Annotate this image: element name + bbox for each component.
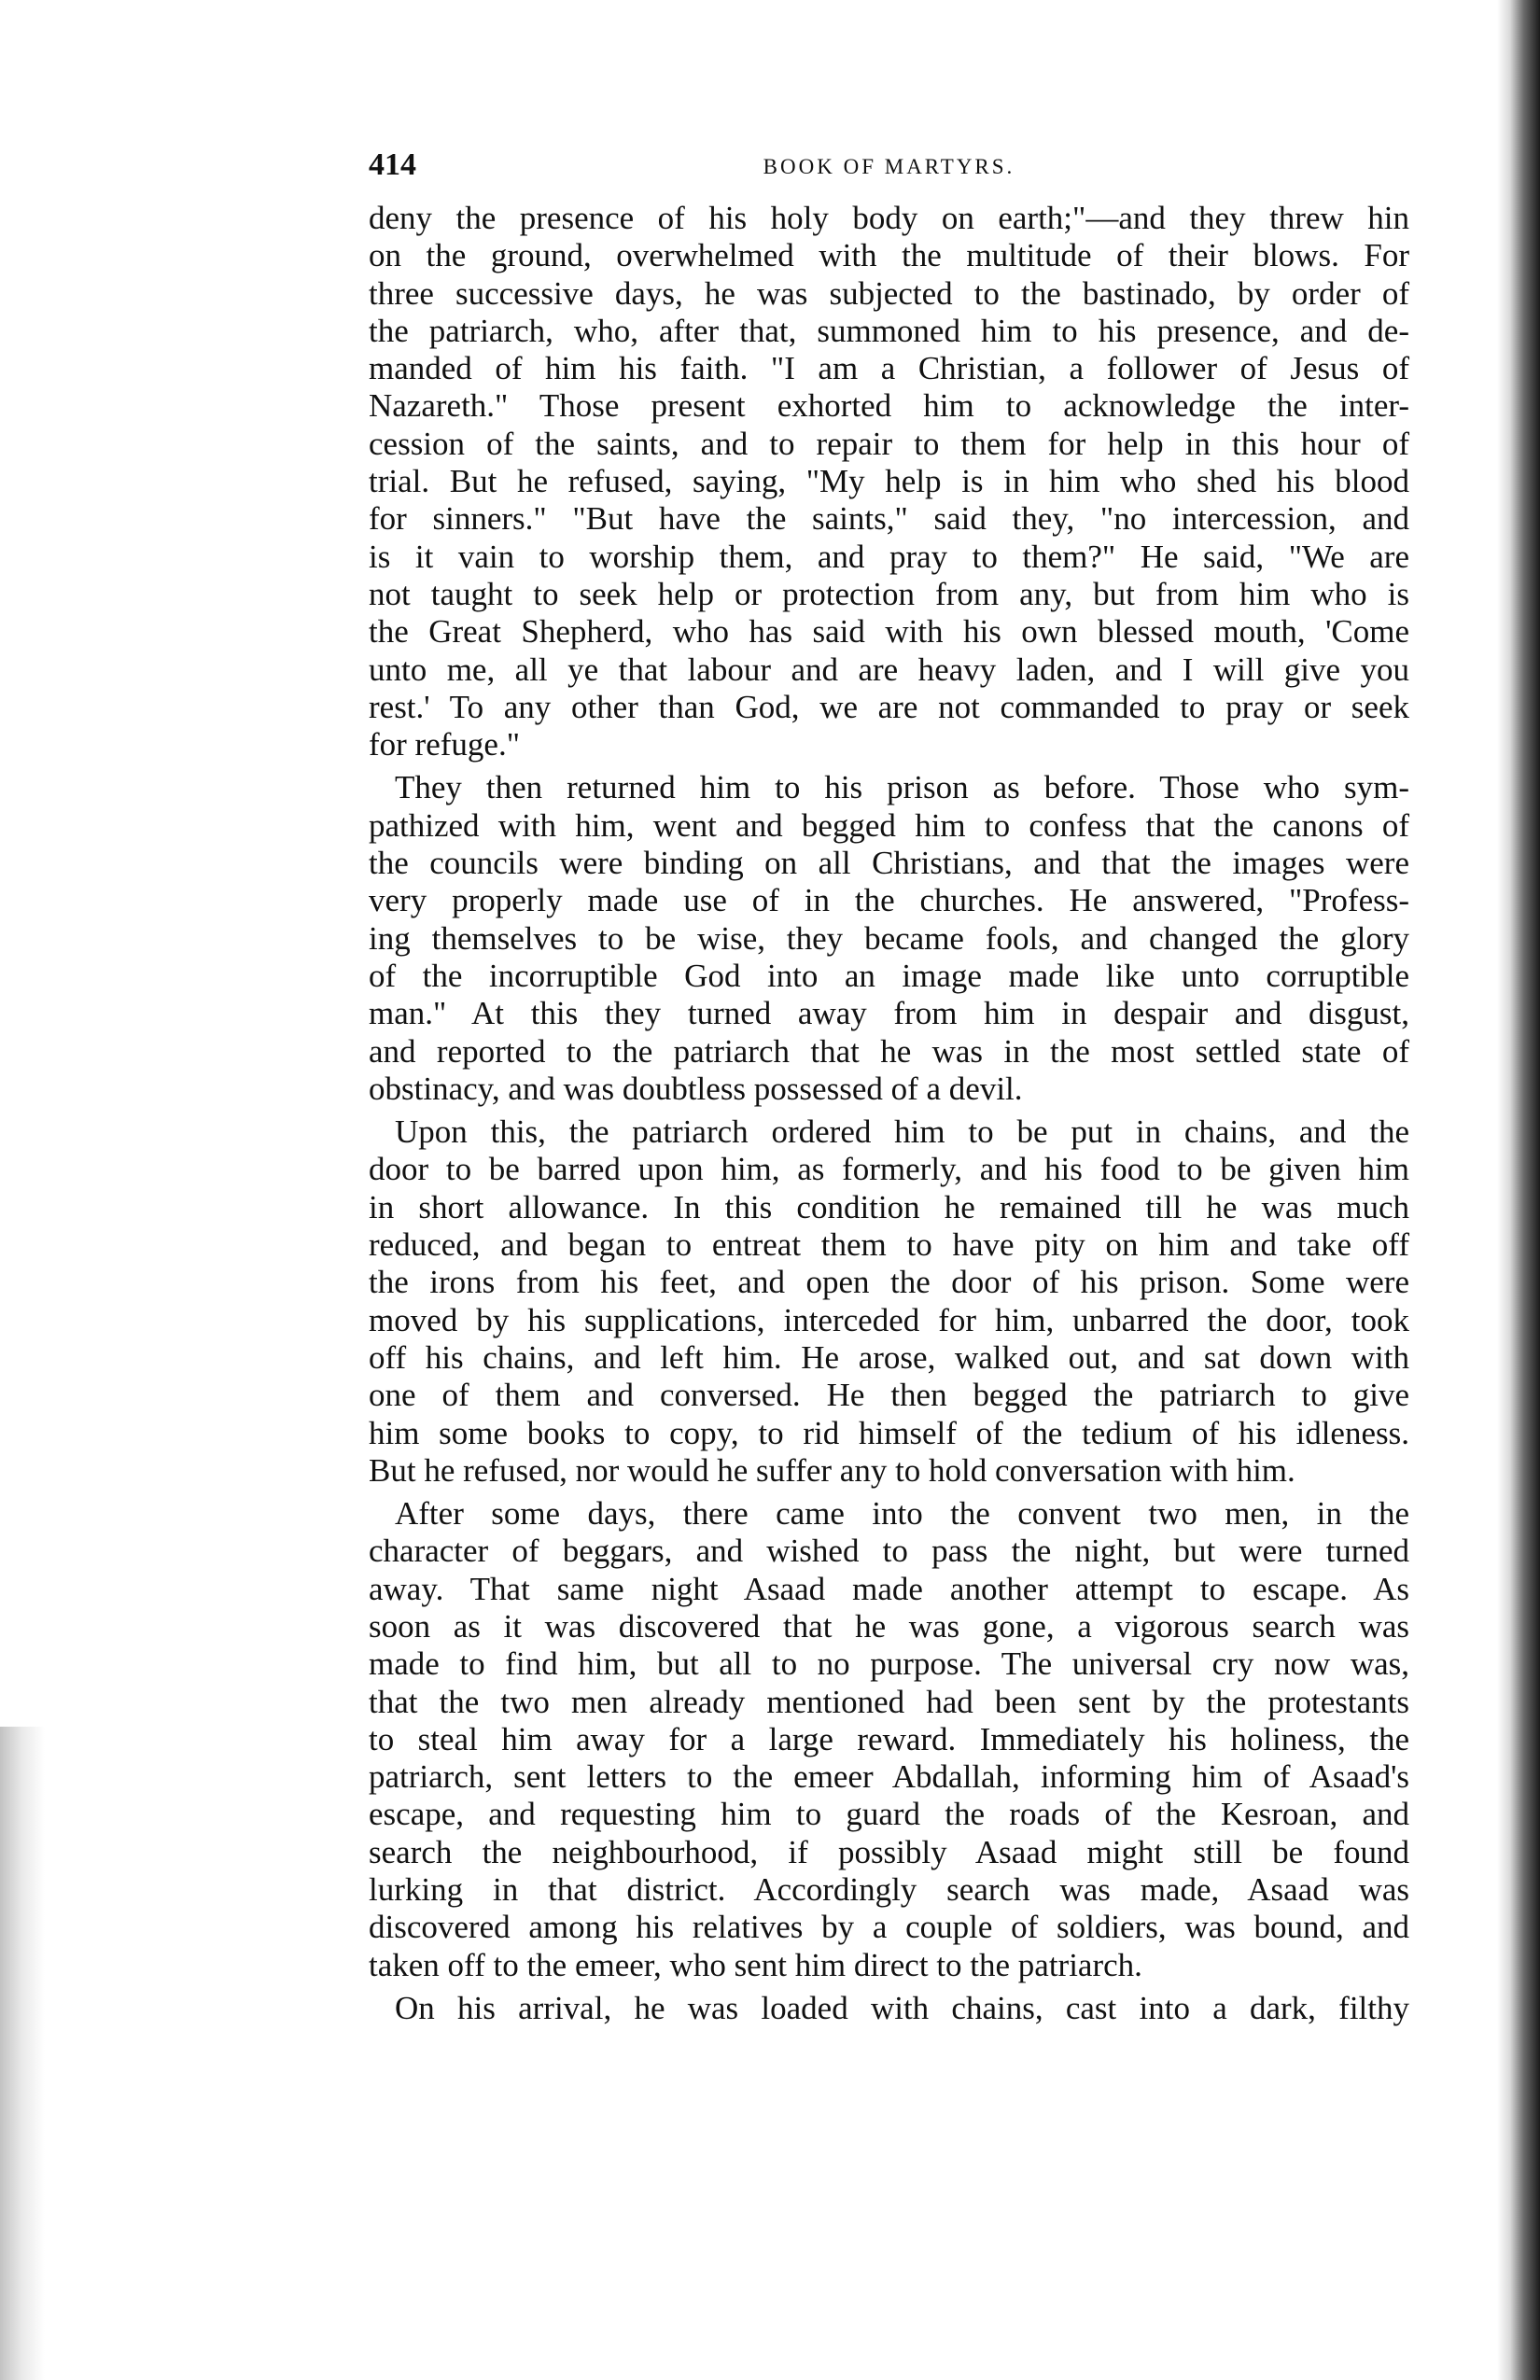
scan-edge-fade: [0, 1727, 45, 2380]
text-line: made to find him, but all to no purpose. The universal cry now was,: [369, 1645, 1409, 1683]
paragraph: [369, 769, 1409, 1108]
text-line: pathized with him, went and begged him to confess that the canons of: [369, 806, 1409, 844]
running-head: [369, 140, 1409, 196]
text-line: not taught to seek help or protection from any, but from him who is: [369, 575, 1409, 612]
text-line: away. That same night Asaad made another attempt to escape. As: [369, 1570, 1409, 1607]
text-line: for sinners." "But have the saints," said they, "no intercession, and: [369, 500, 1409, 538]
text-line: for refuge.": [369, 726, 520, 763]
text-line: of the incorruptible God into an image made like unto corruptible: [369, 957, 1409, 994]
text-line: character of beggars, and wished to pass the night, but were turned: [369, 1533, 1409, 1570]
text-line: the councils were binding on all Christians, and that the images were: [369, 845, 1409, 882]
text-line: escape, and requesting him to guard the roads of the Kesroan, and: [369, 1796, 1409, 1833]
text-line: discovered among his relatives by a couple of soldiers, was bound, and: [369, 1909, 1409, 1946]
text-line: On his arrival, he was loaded with chains, cast into a dark, filthy: [395, 1989, 1409, 2026]
text-line: to steal him away for a large reward. Immediately his holiness, the: [369, 1720, 1409, 1757]
text-line: him some books to copy, to rid himself of the tedium of his idleness.: [369, 1414, 1409, 1451]
text-line: moved by his supplications, interceded for him, unbarred the door, took: [369, 1301, 1409, 1338]
text-line: manded of him his faith. "I am a Christian, a follower of Jesus of: [369, 350, 1409, 387]
paragraph: [369, 200, 1409, 763]
text-line: trial. But he refused, saying, "My help is in him who shed his blood: [369, 463, 1409, 500]
text-line: three successive days, he was subjected to the bastinado, by order of: [369, 274, 1409, 312]
text-line: They then returned him to his prison as before. Those who sym-: [395, 769, 1409, 806]
text-line: cession of the saints, and to repair to them for help in this hour of: [369, 425, 1409, 462]
text-line: rest.' To any other than God, we are not commanded to pray or seek: [369, 688, 1409, 725]
paragraph: [369, 1113, 1409, 1490]
text-line: unto me, all ye that labour and are heavy laden, and I will give you: [369, 651, 1409, 688]
text-line: patriarch, sent letters to the emeer Abdallah, informing him of Asaad's: [369, 1758, 1409, 1796]
text-line: search the neighbourhood, if possibly Asaad might still be found: [369, 1833, 1409, 1870]
text-line: obstinacy, and was doubtless possessed of a devil.: [369, 1070, 1023, 1107]
text-line: deny the presence of his holy body on earth;"—and they threw hin: [369, 200, 1409, 236]
text-line: the Great Shepherd, who has said with his own blessed mouth, 'Come: [369, 613, 1409, 651]
text-line: After some days, there came into the convent two men, in the: [395, 1495, 1409, 1533]
text-line: Nazareth." Those present exhorted him to acknowledge the inter-: [369, 387, 1409, 425]
text-line: soon as it was discovered that he was gone, a vigorous search was: [369, 1607, 1409, 1645]
text-line: very properly made use of in the churches. He answered, "Profess-: [369, 882, 1409, 919]
text-line: But he refused, nor would he suffer any to hold conversation with him.: [369, 1451, 1295, 1489]
text-line: lurking in that district. Accordingly search was made, Asaad was: [369, 1871, 1409, 1909]
text-line: off his chains, and left him. He arose, walked out, and sat down with: [369, 1338, 1409, 1376]
text-line: door to be barred upon him, as formerly, and his food to be given him: [369, 1151, 1409, 1188]
text-line: one of them and conversed. He then begged the patriarch to give: [369, 1377, 1409, 1414]
text-line: man." At this they turned away from him in despair and disgust,: [369, 995, 1409, 1032]
text-line: taken off to the emeer, who sent him direct to the patriarch.: [369, 1946, 1142, 1983]
paragraph: [369, 1495, 1409, 1984]
text-line: Upon this, the patriarch ordered him to be put in chains, and the: [395, 1113, 1409, 1151]
text-line: in short allowance. In this condition he remained till he was much: [369, 1188, 1409, 1225]
text-line: is it vain to worship them, and pray to them?" He said, "We are: [369, 538, 1409, 575]
body-text: [369, 200, 1409, 2027]
text-line: reduced, and began to entreat them to have pity on him and take off: [369, 1226, 1409, 1264]
book-page: [369, 140, 1409, 2033]
text-line: ing themselves to be wise, they became fools, and changed the glory: [369, 919, 1409, 957]
running-title: BOOK OF MARTYRS.: [763, 155, 1015, 178]
text-line: and reported to the patriarch that he was in the most settled state of: [369, 1032, 1409, 1070]
text-line: the patriarch, who, after that, summoned him to his presence, and de-: [369, 312, 1409, 349]
page-number: 414: [369, 147, 416, 182]
text-line: the irons from his feet, and open the door of his prison. Some were: [369, 1264, 1409, 1301]
paragraph: [369, 1990, 1409, 2027]
scan-edge-shadow: [1497, 0, 1540, 2380]
text-line: that the two men already mentioned had been sent by the protestants: [369, 1683, 1409, 1720]
text-line: on the ground, overwhelmed with the multitude of their blows. For: [369, 237, 1409, 274]
